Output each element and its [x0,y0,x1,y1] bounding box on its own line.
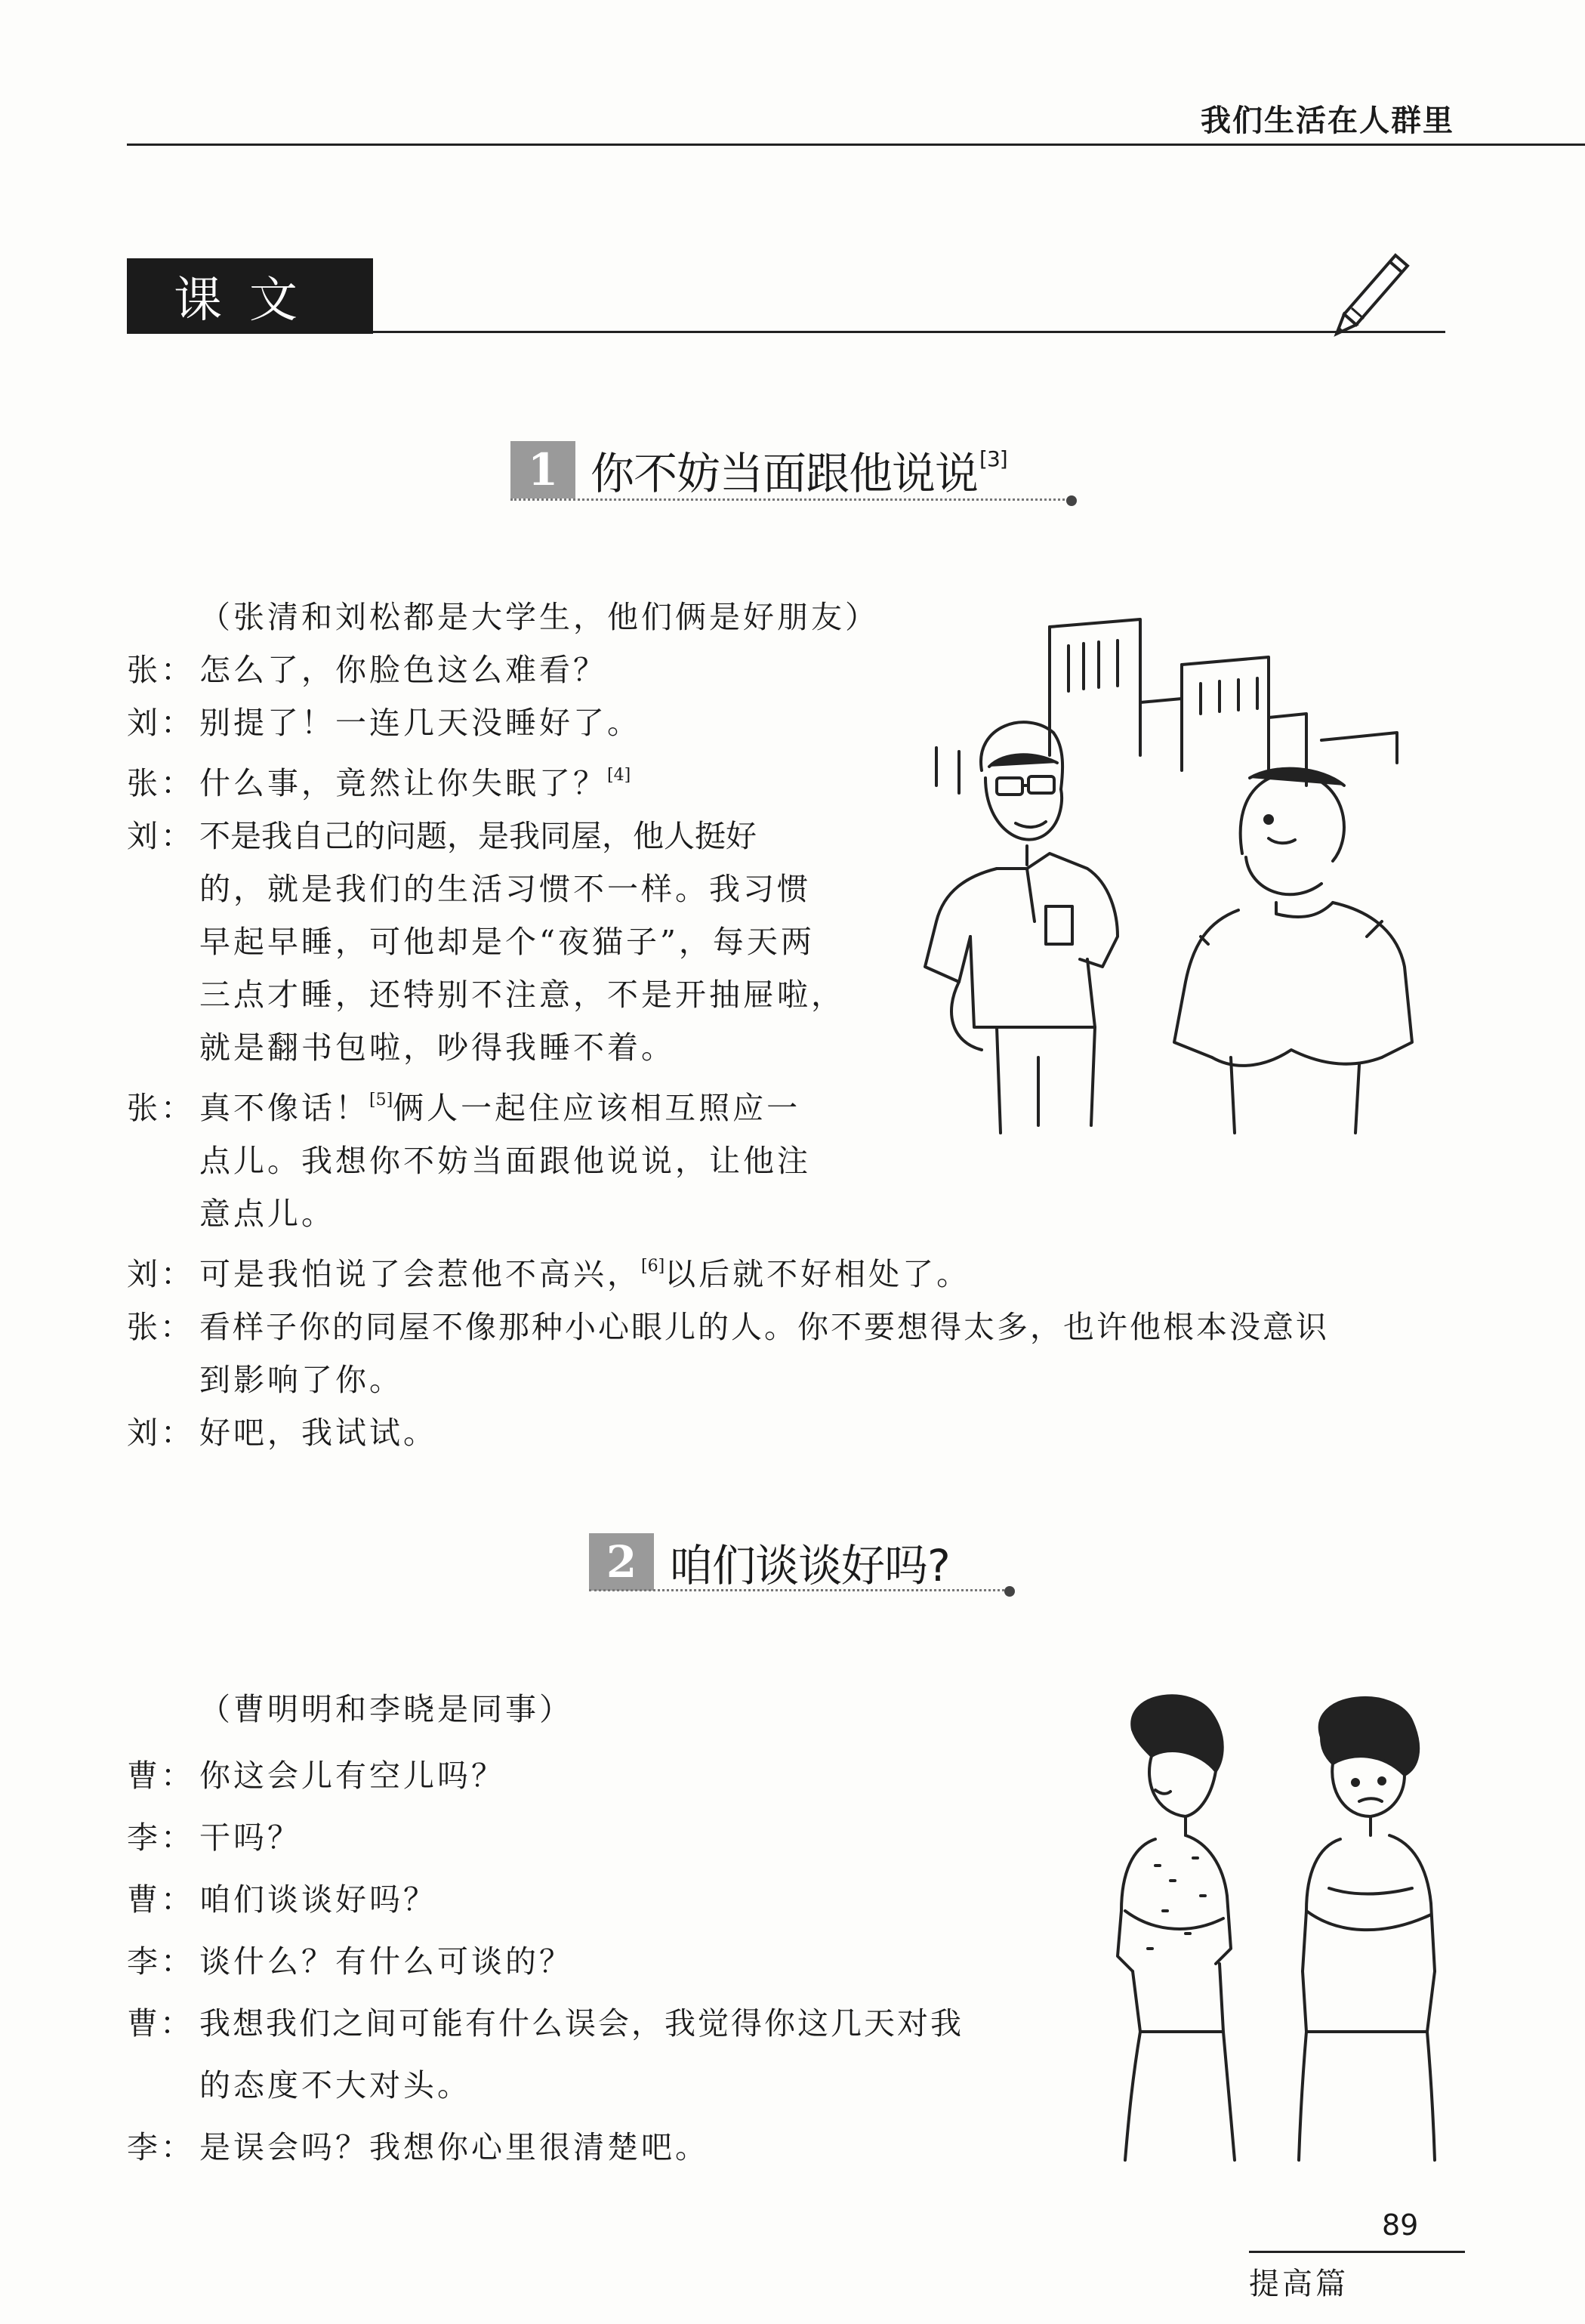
lesson2-dialogue [127,1745,964,2178]
section-rule [373,331,1445,333]
lesson1-title-note: [3] [979,446,1007,471]
lesson2-dotted-rule [589,1589,1009,1591]
dialogue-line: 曹： 我想我们之间可能有什么误会，我觉得你这几天对我 的态度不大对头。 [127,2005,964,2103]
pencil-icon [1329,249,1412,340]
section-banner: 课文 [127,258,373,334]
dialogue-line: 刘： 别提了！一连几天没睡好了。 [127,705,641,741]
lesson1-intro: （张清和刘松都是大学生，他们俩是好朋友） [199,599,879,635]
footnote-ref: [5] [369,1091,393,1110]
dialogue-line: 李： 谈什么？有什么可谈的？ [127,1943,573,1980]
book-part-label: 提高篇 [1249,2267,1349,2301]
dialogue-line: 张： 看样子你的同屋不像那种小心眼儿的人。你不要想得太多，也许他根本没意识 到影响了你。 [127,1309,1329,1398]
dialogue-line: 李： 干吗？ [127,1819,301,1856]
lesson1-dotted-rule [510,498,1069,501]
footnote-ref: [4] [607,766,631,785]
roommates-illustration [914,604,1435,1148]
running-header-title: 我们生活在人群里 [1201,103,1454,138]
dialogue-line: 张： 真不像话！[5]俩人一起住应该相互照应一 点儿。我想你不妨当面跟他说说，让他注 意点儿。 [127,1090,811,1232]
dialogue-line: 张： 怎么了，你脸色这么难看？ [127,652,607,688]
dialogue-line: 曹： 咱们谈谈好吗？ [127,1881,437,1918]
lesson2-number: 2 [589,1533,654,1591]
footnote-ref: [6] [641,1257,665,1276]
lesson1-title: 你不妨当面跟他说说[3] [591,446,1007,499]
dialogue-line: 李： 是误会吗？我想你心里很清楚吧。 [127,2129,709,2165]
page-number: 89 [1382,2208,1419,2242]
lesson2-heading [589,1530,950,1594]
header-rule [127,144,1585,146]
lesson1-heading [510,438,1007,502]
lesson1-number: 1 [510,441,575,498]
footer-rule [1249,2251,1465,2253]
dialogue-line: 刘： 可是我怕说了会惹他不高兴，[6]以后就不好相处了。 [127,1256,971,1292]
dialogue-line: 曹： 你这会儿有空儿吗？ [127,1758,505,1794]
lesson2-title: 咱们谈谈好吗? [669,1540,950,1591]
dialogue-line: 刘： 好吧，我试试。 [127,1415,437,1451]
dialogue-line: 张： 什么事，竟然让你失眠了？[4] [127,765,631,801]
dialogue-line: 刘： 不是我自己的问题，是我同屋，他人挺好 的，就是我们的生活习惯不一样。我习惯 早起早睡，可他却是个“夜猫子”，每天两 三点才睡，还特别不注意，不是开抽屉啦， 就是翻书包啦，吵得我睡不着。 [127,818,845,1066]
coworkers-illustration [1080,1684,1503,2168]
lesson1-rule-dot [1066,495,1077,506]
lesson2-intro: （曹明明和李晓是同事） [199,1691,573,1727]
lesson2-rule-dot [1004,1586,1015,1597]
